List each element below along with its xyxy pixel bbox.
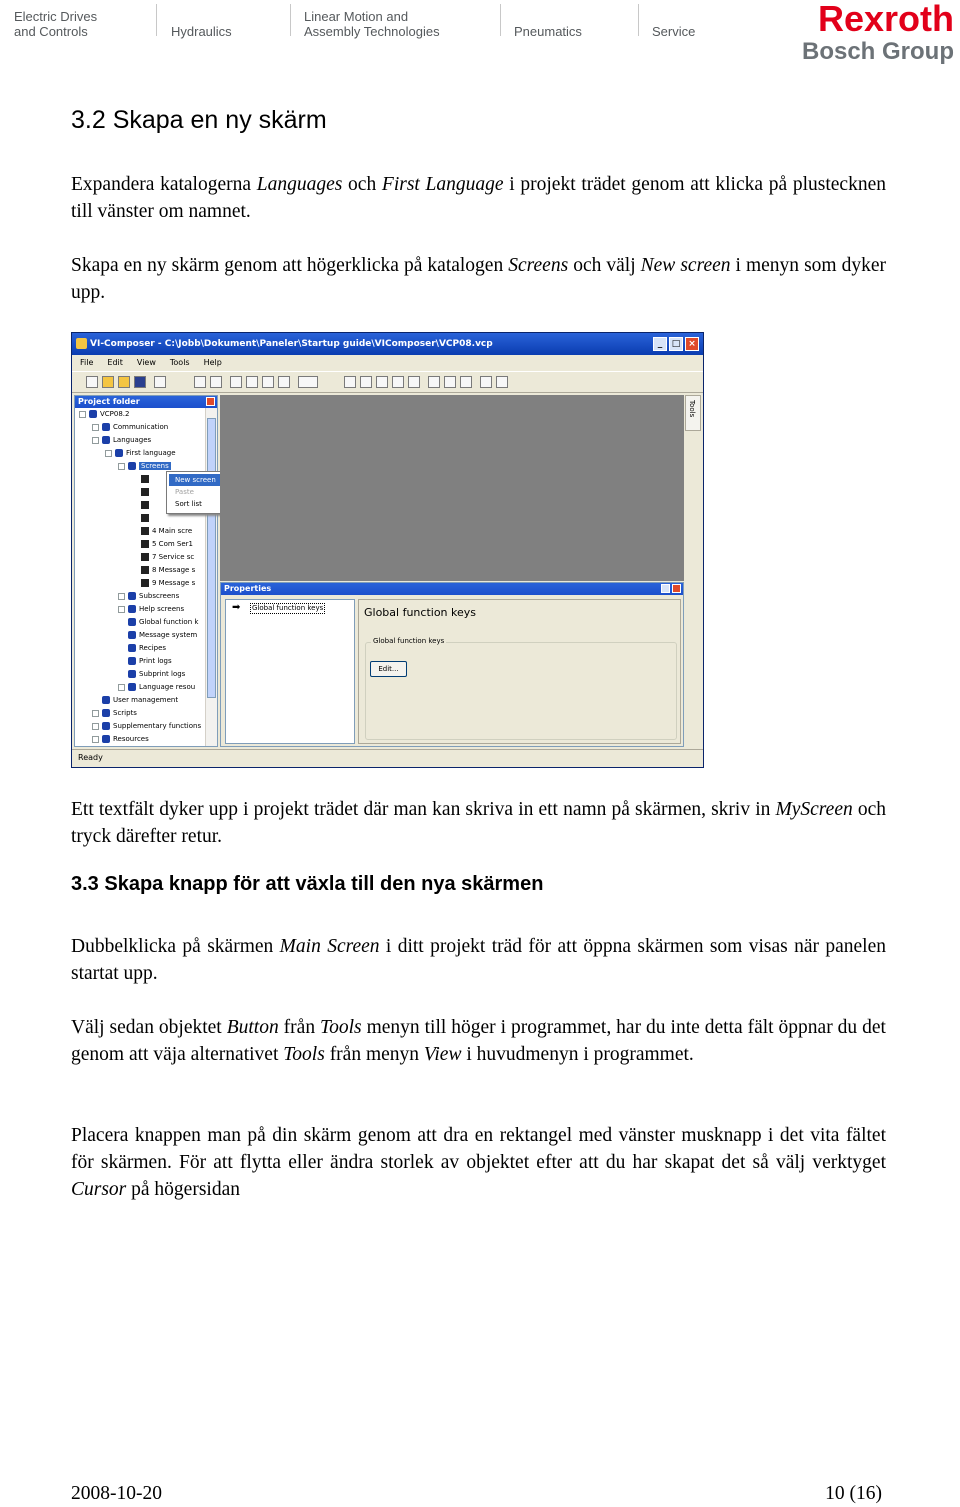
folder-icon: [128, 644, 136, 652]
undo-icon[interactable]: [194, 376, 206, 388]
tree-item-label: VCP08.2: [100, 410, 130, 418]
tree-item[interactable]: [118, 460, 171, 473]
tool-icon[interactable]: [408, 376, 420, 388]
screen-icon: [141, 501, 149, 509]
menu-item-paste[interactable]: Paste: [175, 488, 194, 496]
window-titlebar: [72, 333, 703, 355]
expand-icon[interactable]: [92, 424, 99, 431]
properties-detail: [358, 599, 681, 744]
toolbar: [72, 371, 703, 393]
folder-icon: [102, 735, 110, 743]
tree-item[interactable]: [118, 681, 195, 694]
tree-item[interactable]: [131, 551, 194, 564]
expand-icon[interactable]: [118, 684, 125, 691]
tree-item-label: Language resou: [139, 683, 196, 691]
tree-item[interactable]: [118, 590, 179, 603]
paragraph: Ett textfält dyker upp i projekt trädet där man kan skriva in ett namn på skärmen, skriv in MyScreen och tryck därefter retur.: [71, 799, 887, 847]
tree-item-label: Supplementary functions: [113, 722, 202, 730]
footer-page-number: 10 (16): [825, 1483, 882, 1504]
menu-view[interactable]: View: [136, 358, 156, 367]
tree-item-label: Recipes: [139, 644, 167, 652]
tree-item-label: Scripts: [113, 709, 137, 717]
expand-icon[interactable]: [92, 437, 99, 444]
screen-icon: [141, 540, 149, 548]
new-file-icon[interactable]: [86, 376, 98, 388]
folder-icon: [89, 410, 97, 418]
close-icon[interactable]: [206, 397, 215, 406]
menu-item-sort-list[interactable]: Sort list: [175, 500, 202, 508]
folder-icon: [102, 722, 110, 730]
transfer-icon[interactable]: [360, 376, 372, 388]
network-icon[interactable]: [480, 376, 492, 388]
screen-icon: [141, 579, 149, 587]
tree-item[interactable]: [131, 577, 195, 590]
tree-item[interactable]: [118, 629, 197, 642]
paragraph: Skapa en ny skärm genom att högerklicka på katalogen Screens och välj New screen i menyn som dyker upp.: [71, 255, 887, 303]
tree-item-label: 7 Service sc: [152, 553, 195, 561]
tree-item[interactable]: [92, 434, 151, 447]
folder-icon: [128, 631, 136, 639]
project-folder-panel: [74, 395, 218, 747]
folder-icon: [128, 657, 136, 665]
dropdown-icon[interactable]: [298, 376, 318, 388]
upload-icon[interactable]: [460, 376, 472, 388]
folder-icon: [128, 670, 136, 678]
tree-item[interactable]: [131, 486, 152, 499]
properties-title: Properties: [221, 583, 683, 595]
tree-item-label: Subscreens: [139, 592, 180, 600]
properties-detail-title: Global function keys: [364, 606, 477, 619]
status-bar: Ready: [72, 749, 703, 767]
group-box: [365, 637, 677, 740]
paragraph: Dubbelklicka på skärmen Main Screen i ditt projekt träd för att öppna skärmen som visas när panelen startat upp.: [71, 936, 887, 984]
screen-icon: [141, 553, 149, 561]
settings-icon[interactable]: [344, 376, 356, 388]
tree-item[interactable]: [92, 733, 149, 746]
tree-item[interactable]: [131, 538, 193, 551]
folder-icon: [115, 449, 123, 457]
paragraph: Välj sedan objektet Button från Tools menyn till höger i programmet, har du inte detta fält öppnar du det genom att väja alternativet Tools från menyn View i huvudmenyn i programmet.: [71, 1017, 886, 1065]
menubar: [72, 355, 703, 371]
screen-icon: [141, 514, 149, 522]
folder-icon: [128, 462, 136, 470]
menu-edit[interactable]: Edit: [107, 358, 123, 367]
tree-item-label: First language: [126, 449, 176, 457]
compile-icon[interactable]: [376, 376, 388, 388]
tree-item-label: Help screens: [139, 605, 185, 613]
nav-divider: [638, 4, 639, 36]
tree-item[interactable]: [118, 642, 166, 655]
footer-date: 2008-10-20: [71, 1483, 162, 1504]
tree-item-label: 4 Main scre: [152, 527, 193, 535]
tree-item-label: Message system: [139, 631, 198, 639]
properties-panel: [220, 582, 684, 747]
tree-item[interactable]: [92, 694, 178, 707]
nav-hydraulics[interactable]: Hydraulics: [171, 24, 232, 39]
menu-file[interactable]: File: [80, 358, 94, 367]
paste-icon[interactable]: [262, 376, 274, 388]
tree-item[interactable]: [131, 512, 152, 525]
tree-item[interactable]: [118, 616, 198, 629]
tree-item-label: Screens: [141, 462, 169, 470]
tree-item[interactable]: [131, 473, 152, 486]
tree-item[interactable]: [131, 525, 192, 538]
app-icon: [76, 338, 87, 349]
nav-divider: [156, 4, 157, 36]
expand-icon[interactable]: [79, 411, 86, 418]
screen-icon: [141, 527, 149, 535]
connect-icon[interactable]: [496, 376, 508, 388]
expand-icon[interactable]: [105, 450, 112, 457]
tree-item[interactable]: [92, 720, 201, 733]
tree-item[interactable]: [105, 447, 176, 460]
screen-icon: [141, 488, 149, 496]
tree-item[interactable]: [92, 421, 168, 434]
expand-icon[interactable]: [118, 463, 125, 470]
cut-icon[interactable]: [230, 376, 242, 388]
minimize-icon[interactable]: [661, 584, 670, 593]
project-folder-title: Project folder: [75, 396, 217, 408]
properties-list-item[interactable]: Global function keys: [252, 604, 324, 612]
open-folder-icon[interactable]: [102, 376, 114, 388]
close-icon[interactable]: ×: [685, 337, 699, 351]
simulate-icon[interactable]: [428, 376, 440, 388]
section-heading-3-3: 3.3 Skapa knapp för att växla till den nya skärmen: [71, 873, 544, 895]
page-header: [0, 0, 960, 70]
tree-item-label: Print logs: [139, 657, 172, 665]
expand-icon[interactable]: [118, 593, 125, 600]
edit-button[interactable]: Edit...: [370, 661, 407, 677]
screen-icon: [141, 566, 149, 574]
tree-item[interactable]: [131, 499, 152, 512]
tree-item-label: Resources: [113, 735, 149, 743]
menu-tools[interactable]: Tools: [169, 358, 190, 367]
brand-subtitle: Bosch Group: [801, 38, 954, 65]
tree-item[interactable]: [79, 408, 129, 421]
grid-icon[interactable]: [392, 376, 404, 388]
help-icon[interactable]: [154, 376, 166, 388]
paragraph: Placera knappen man på din skärm genom att dra en rektangel med vänster musknapp i det vita fältet för skärmen. För att flytta eller ändra storlek av objektet efter att du har skapat det så välj verktyget Cursor på högersidan: [71, 1125, 886, 1200]
tree-item-label: Languages: [113, 436, 152, 444]
nav-pneumatics[interactable]: Pneumatics: [514, 24, 582, 39]
maximize-icon[interactable]: □: [669, 337, 683, 351]
nav-divider: [500, 4, 501, 36]
tree-item[interactable]: [131, 564, 195, 577]
tree-item-label: 8 Message s: [152, 566, 196, 574]
folder-icon: [128, 592, 136, 600]
expand-icon[interactable]: [118, 606, 125, 613]
app-screenshot: [71, 332, 704, 768]
tree-item[interactable]: [118, 603, 184, 616]
tree-item[interactable]: [118, 668, 185, 681]
project-tree: [75, 408, 205, 746]
minimize-icon[interactable]: _: [653, 337, 667, 351]
scroll-thumb[interactable]: [207, 418, 216, 698]
tools-tab[interactable]: Tools: [685, 395, 701, 431]
copy-icon[interactable]: [246, 376, 258, 388]
tree-item-label: 9 Message s: [152, 579, 196, 587]
folder-icon: [128, 683, 136, 691]
tree-item-label: Subprint logs: [139, 670, 186, 678]
expand-icon[interactable]: [92, 710, 99, 717]
delete-icon[interactable]: [278, 376, 290, 388]
arrow-right-icon: ➡: [232, 602, 241, 613]
nav-service[interactable]: Service: [652, 24, 696, 39]
editor-workspace[interactable]: [220, 395, 684, 581]
tree-scrollbar[interactable]: [205, 408, 217, 746]
nav-divider: [290, 4, 291, 36]
tree-item-label: Global function k: [139, 618, 199, 626]
group-box-label: Global function keys: [373, 637, 445, 645]
folder-icon: [128, 618, 136, 626]
tree-item[interactable]: [118, 655, 172, 668]
tree-item-label: Communication: [113, 423, 169, 431]
screen-icon: [141, 475, 149, 483]
folder-icon: [128, 605, 136, 613]
expand-icon[interactable]: [92, 723, 99, 730]
folder-icon: [102, 423, 110, 431]
brand-logo: Rexroth: [817, 0, 954, 39]
redo-icon[interactable]: [210, 376, 222, 388]
menu-help[interactable]: Help: [203, 358, 222, 367]
save-icon[interactable]: [134, 376, 146, 388]
section-heading-3-2: 3.2 Skapa en ny skärm: [71, 106, 327, 134]
paragraph: Expandera katalogerna Languages och First Language i projekt trädet genom att klicka på plustecknen till vänster om namnet.: [71, 174, 886, 222]
nav-linear-motion[interactable]: Linear Motion and Assembly Technologies: [304, 9, 440, 39]
folder-icon[interactable]: [118, 376, 130, 388]
window-title: VI-Composer - C:\Jobb\Dokument\Paneler\Startup guide\VIComposer\VCP08.vcp: [90, 339, 493, 349]
nav-electric-drives[interactable]: Electric Drives and Controls: [14, 9, 98, 39]
folder-icon: [102, 709, 110, 717]
download-icon[interactable]: [444, 376, 456, 388]
tree-item-label: 5 Com Ser1: [152, 540, 193, 548]
tree-item-label: User management: [113, 696, 179, 704]
tree-item[interactable]: [92, 707, 137, 720]
close-icon[interactable]: [672, 584, 681, 593]
folder-icon: [102, 436, 110, 444]
expand-icon[interactable]: [92, 736, 99, 743]
folder-icon: [102, 696, 110, 704]
properties-list: [225, 599, 355, 744]
menu-item-new-screen[interactable]: New screen: [169, 474, 231, 486]
